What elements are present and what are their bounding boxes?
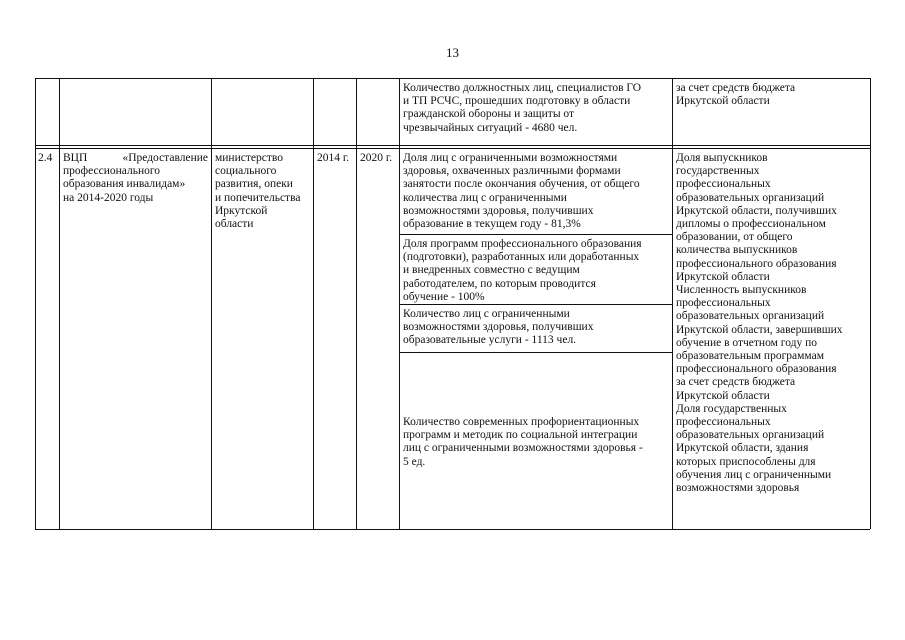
executor: министерство социального развития, опеки и попечительства Иркутской области	[215, 152, 301, 231]
top-row-source: за счет средств бюджета Иркутской области	[676, 82, 796, 108]
indicator-3: Количество лиц с ограниченными возможностями здоровья, получивших образовательные услуги - 1113 чел.	[403, 308, 594, 347]
indicator-4: Количество современных профориентационных программ и методик по социальной интеграции лиц с ограниченными возможностями здоровья - 5 ед.	[403, 416, 643, 468]
row-number: 2.4	[38, 152, 53, 164]
program-name-rest: профессионального образования инвалидам» на 2014-2020 годы	[63, 165, 186, 204]
program-name	[60, 150, 211, 230]
start-year: 2014 г.	[317, 152, 350, 164]
indicator-1: Доля лиц с ограниченными возможностями здоровья, охваченных различными формами занятости после окончания обучения, от общего количества лиц с ограниченными возможностями здоровья, получивших образование в текущем году - 81,3%	[403, 152, 640, 231]
source-indicators: Доля выпускников государственных профессиональных образовательных организаций Иркутской области, получивших дипломы о профессиональном образовании, от общего количества выпускников профессионального образования Иркутской области Численность выпускников профессиональных образовательных организаций Иркутской области, завершивших обучение в отчетном году по образовательным программам профессионального образования за счет средств бюджета Иркутской области Доля государственных профессиональных образовательных организаций Иркутской области, здания которых приспособлены для обучения лиц с ограниченными возможностями здоровья	[676, 152, 843, 495]
program-name-line1-right: «Предоставление	[122, 152, 208, 164]
page-number: 13	[446, 45, 459, 60]
program-name-line1-left: ВЦП	[63, 152, 88, 164]
indicator-2: Доля программ профессионального образования (подготовки), разработанных или доработанных и внедренных совместно с ведущим работодателем, по которым проводится обучение - 100%	[403, 238, 642, 303]
end-year: 2020 г.	[360, 152, 393, 164]
top-row-indicator: Количество должностных лиц, специалистов ГО и ТП РСЧС, прошедших подготовку в области гражданской обороны и защиты от чрезвычайных ситуаций - 4680 чел.	[403, 82, 642, 134]
